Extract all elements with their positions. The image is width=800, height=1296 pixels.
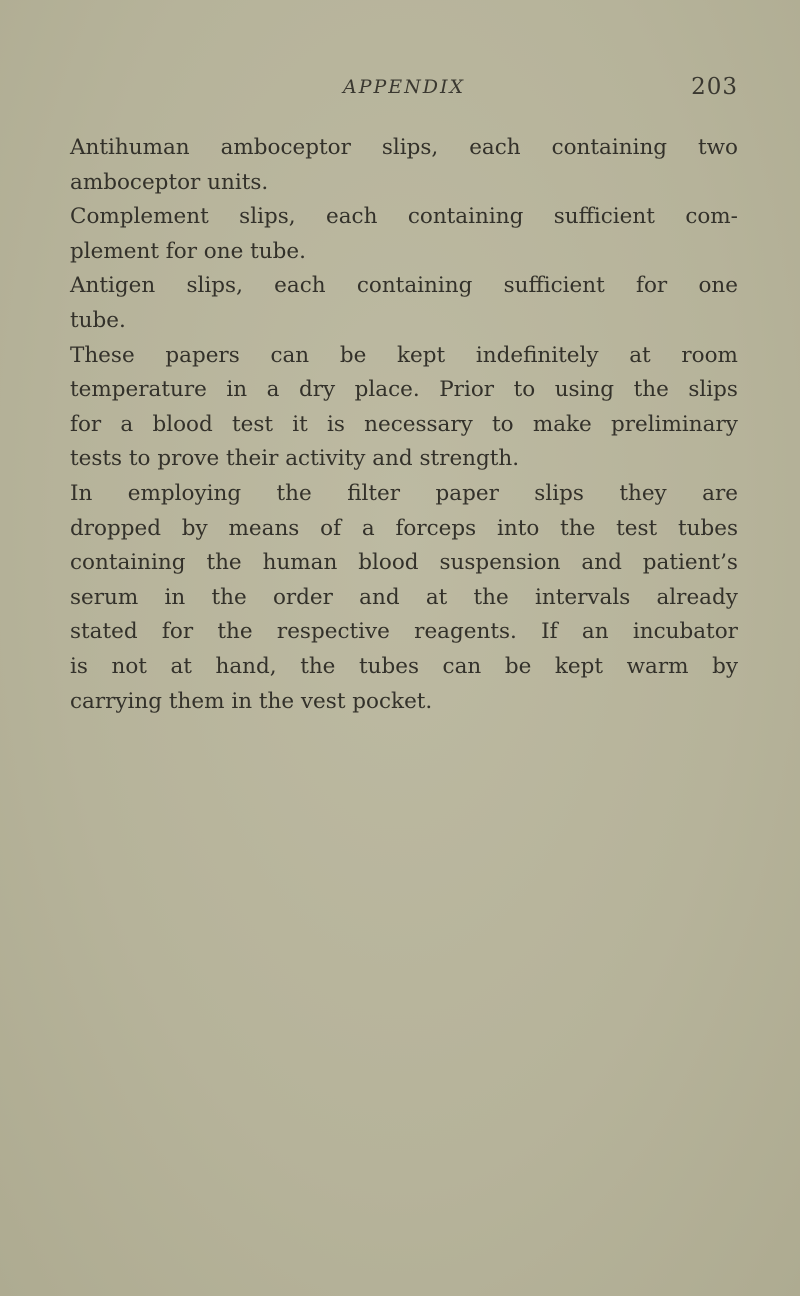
text-line: tube. <box>70 307 126 333</box>
word: slips, <box>381 135 439 160</box>
word: room <box>681 342 738 368</box>
word: containing <box>407 204 524 230</box>
text-line <box>70 512 738 547</box>
word: in <box>226 377 248 403</box>
word: patient’s <box>642 550 738 576</box>
word: and <box>581 550 622 576</box>
word: respective <box>276 619 390 645</box>
word: test <box>616 515 658 541</box>
word: com- <box>685 204 738 230</box>
word: slips <box>534 480 584 506</box>
word: for <box>70 411 102 437</box>
word: already <box>656 584 738 610</box>
running-title: APPENDIX <box>342 76 466 98</box>
word: containing <box>70 550 186 576</box>
body-text <box>70 131 738 719</box>
word: filter <box>347 480 401 506</box>
word: each <box>274 273 326 299</box>
word: paper <box>435 480 499 506</box>
text-line <box>70 200 738 235</box>
word: the <box>276 480 312 506</box>
word: papers <box>165 342 240 368</box>
text-line <box>70 269 738 304</box>
word: the <box>633 377 669 403</box>
word: of <box>320 515 342 541</box>
text-line: plement for one tube. <box>70 238 306 264</box>
word: serum <box>70 584 139 610</box>
word: If <box>541 619 558 645</box>
word: These <box>70 342 135 368</box>
word: a <box>266 377 280 403</box>
word: by <box>712 653 738 679</box>
word: be <box>339 342 367 368</box>
word: make <box>532 411 592 437</box>
word: can <box>270 342 310 368</box>
word: is <box>70 653 88 679</box>
word: intervals <box>535 584 631 610</box>
word: the <box>473 584 509 610</box>
word: Antigen <box>70 273 156 299</box>
text-line: tests to prove their activity and strength. <box>70 446 520 472</box>
word: the <box>206 550 242 576</box>
word: amboceptor <box>220 135 351 160</box>
text-line <box>70 650 738 685</box>
word: kept <box>397 342 446 368</box>
running-head <box>70 74 738 104</box>
word: at <box>170 653 192 679</box>
text-line: amboceptor units. <box>70 169 269 195</box>
word: to <box>492 411 514 437</box>
word: containing <box>356 273 473 299</box>
text-line <box>70 131 738 166</box>
word: means <box>228 515 300 541</box>
word: can <box>442 653 482 679</box>
word: indefinitely <box>475 342 599 368</box>
word: warm <box>626 653 689 679</box>
word: stated <box>70 619 138 645</box>
word: by <box>181 515 208 541</box>
word: test <box>231 411 274 437</box>
word: two <box>698 135 738 160</box>
word: suspension <box>439 550 561 576</box>
word: they <box>619 480 667 506</box>
word: to <box>513 377 536 403</box>
word: blood <box>358 550 419 576</box>
word: Antihuman <box>70 135 190 160</box>
text-line <box>70 339 738 374</box>
word: are <box>702 480 738 506</box>
word: kept <box>554 653 604 679</box>
word: not <box>111 653 147 679</box>
word: one <box>698 273 738 299</box>
word: blood <box>152 411 213 437</box>
word: for <box>161 619 194 645</box>
word: employing <box>127 480 242 506</box>
word: preliminary <box>611 411 738 437</box>
word: in <box>164 584 186 610</box>
word: necessary <box>364 411 473 437</box>
word: temperature <box>70 377 207 403</box>
text-line <box>70 581 738 616</box>
word: Complement <box>70 204 209 230</box>
text-line <box>70 373 738 408</box>
word: the <box>560 515 596 541</box>
text-line <box>70 477 738 512</box>
word: tubes <box>677 515 738 541</box>
word: reagents. <box>414 619 517 645</box>
word: sufficient <box>553 204 655 230</box>
word: each <box>469 135 521 160</box>
word: sufficient <box>503 273 605 299</box>
word: at <box>629 342 651 368</box>
word: a <box>120 411 134 437</box>
text-line: carrying them in the vest pocket. <box>70 688 433 714</box>
word: dropped <box>70 515 161 541</box>
word: order <box>272 584 333 610</box>
word: slips <box>688 377 738 403</box>
word: Prior <box>439 377 495 403</box>
word: be <box>504 653 532 679</box>
word: hand, <box>215 653 277 679</box>
word: at <box>425 584 448 610</box>
text-line <box>70 615 738 650</box>
text-line <box>70 408 738 443</box>
word: each <box>325 204 378 230</box>
word: it <box>292 411 308 437</box>
word: and <box>359 584 400 610</box>
word: containing <box>551 135 668 160</box>
word: a <box>361 515 375 541</box>
word: the <box>217 619 253 645</box>
word: an <box>581 619 609 645</box>
word: into <box>497 515 540 541</box>
page-number: 203 <box>691 74 738 100</box>
word: slips, <box>186 273 243 299</box>
word: human <box>262 550 338 576</box>
word: using <box>554 377 615 403</box>
word: the <box>211 584 247 610</box>
word: for <box>636 273 668 299</box>
word: tubes <box>358 653 419 679</box>
word: the <box>300 653 336 679</box>
word: place. <box>354 377 420 403</box>
word: slips, <box>239 204 296 230</box>
word: is <box>326 411 345 437</box>
word: In <box>70 480 93 506</box>
word: dry <box>298 377 336 403</box>
word: forceps <box>395 515 477 541</box>
text-line <box>70 546 738 581</box>
word: incubator <box>632 619 738 645</box>
